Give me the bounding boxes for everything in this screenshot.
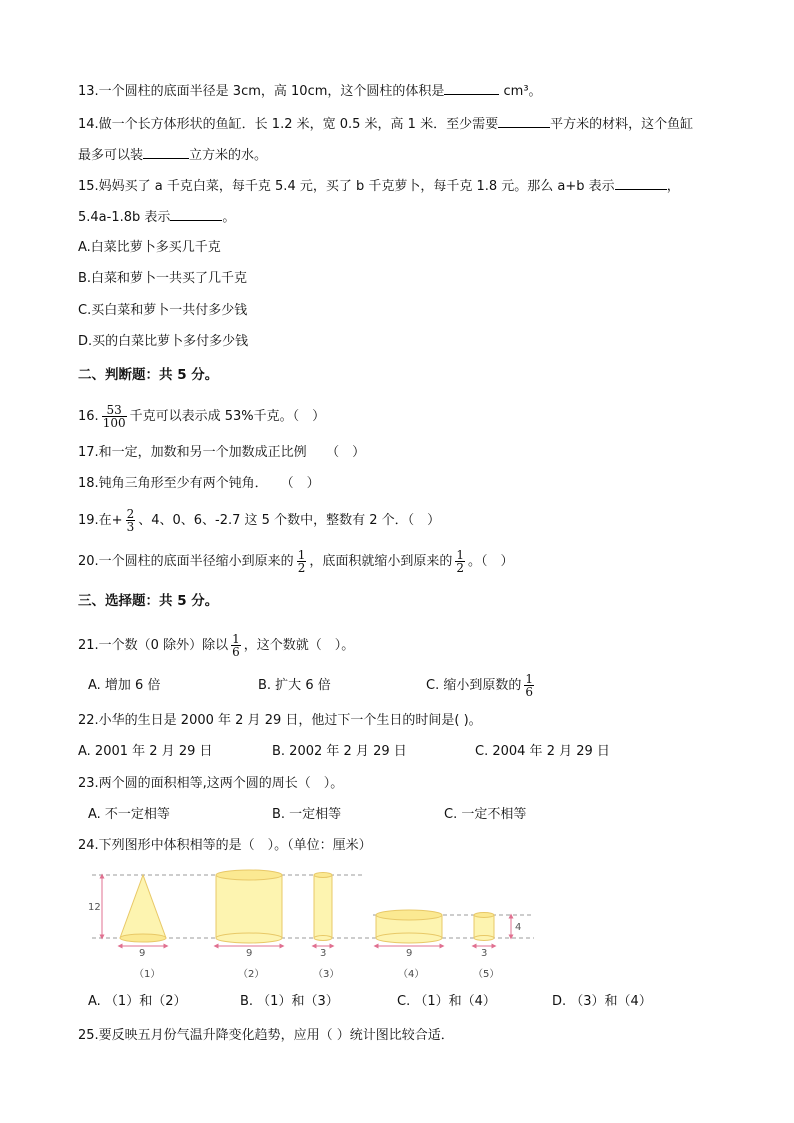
answer-blank[interactable]: [444, 82, 499, 95]
question-19: 19.在+ $\frac{2}{3}$ 、4、0、6、-2.7 这 5 个数中，整数有 2 个．（ ）: [78, 507, 441, 534]
answer-blank[interactable]: [170, 208, 222, 221]
option-a[interactable]: A. （1）和（2）: [88, 994, 187, 1009]
option-a[interactable]: A. 增加 6 倍: [88, 678, 161, 693]
cylinder-base: [314, 936, 332, 941]
cylinder-base: [474, 936, 494, 941]
answer-blank[interactable]: [615, 177, 667, 190]
cylinder-body: [314, 875, 332, 938]
option-c[interactable]: C. 一定不相等: [444, 807, 527, 822]
fraction: $\frac{1}{6}$: [525, 672, 533, 699]
cylinder-top: [216, 870, 282, 880]
question-23: 23.两个圆的面积相等,这两个圆的周长（ ）。: [78, 776, 344, 791]
dimension-label: 9: [246, 948, 253, 959]
option-d[interactable]: D. （3）和（4）: [552, 994, 652, 1009]
option-c[interactable]: C. （1）和（4）: [397, 994, 496, 1009]
question-16: 16. $\frac{53}{100}$ 千克可以表示成 53%千克。（ ）: [78, 403, 326, 430]
fraction: $\frac{1}{2}$: [456, 548, 464, 575]
cone-shape: [120, 875, 166, 938]
fraction: $\frac{1}{6}$: [232, 632, 240, 659]
cylinder-top: [314, 873, 332, 878]
option-c[interactable]: C. 缩小到原数的 $\frac{1}{6}$: [426, 672, 533, 699]
fraction: $\frac{53}{100}$: [102, 403, 126, 430]
dimension-label: 3: [481, 948, 488, 959]
cylinder-body: [216, 875, 282, 938]
question-22: 22.小华的生日是 2000 年 2 月 29 日，他过下一个生日的时间是( )。: [78, 713, 482, 728]
option-c[interactable]: C.买白菜和萝卜一共付多少钱: [78, 303, 248, 318]
question-21: 21.一个数（0 除外）除以 $\frac{1}{6}$ ，这个数就（ ）。: [78, 632, 355, 659]
solids-figure: [88, 862, 538, 987]
section-heading: 三、选择题：共 5 分。: [78, 593, 219, 609]
cone-base: [120, 934, 166, 942]
question-18: 18.钝角三角形至少有两个钝角． （ ）: [78, 476, 320, 491]
option-b[interactable]: B. 2002 年 2 月 29 日: [272, 744, 407, 759]
option-b[interactable]: B. （1）和（3）: [240, 994, 339, 1009]
dimension-label: 3: [320, 948, 327, 959]
option-b[interactable]: B. 扩大 6 倍: [258, 678, 331, 693]
option-a[interactable]: A.白菜比萝卜多买几千克: [78, 240, 221, 255]
question-14-line2: 最多可以装 立方米的水。: [78, 148, 268, 163]
figure-caption: （1）: [134, 969, 161, 980]
option-d[interactable]: D.买的白菜比萝卜多付多少钱: [78, 334, 249, 349]
fraction: $\frac{2}{3}$: [126, 507, 135, 534]
question-20: 20.一个圆柱的底面半径缩小到原来的 $\frac{1}{2}$ ，底面积就缩小到原来的 $\frac{1}{2}$ 。（ ）: [78, 548, 514, 575]
fraction: $\frac{1}{2}$: [297, 548, 306, 575]
option-b[interactable]: B.白菜和萝卜一共买了几千克: [78, 271, 248, 286]
cylinder-base: [376, 933, 442, 943]
cylinder-base: [216, 933, 282, 943]
question-15-line2: 5.4a-1.8b 表示 。: [78, 210, 236, 225]
answer-blank[interactable]: [143, 146, 189, 159]
option-c[interactable]: C. 2004 年 2 月 29 日: [475, 744, 610, 759]
question-24: 24.下列图形中体积相等的是（ ）。（单位：厘米）: [78, 838, 372, 853]
dimension-label: 12: [88, 902, 101, 913]
cylinder-top: [474, 913, 494, 918]
dimension-label: 9: [139, 948, 146, 959]
question-14: 14.做一个长方体形状的鱼缸．长 1.2 米，宽 0.5 米，高 1 米．至少需要 平方米的材料，这个鱼缸: [78, 117, 694, 132]
figure-caption: （2）: [238, 969, 265, 980]
section-heading: 二、判断题：共 5 分。: [78, 367, 219, 383]
cylinder-body: [474, 915, 494, 938]
option-a[interactable]: A. 2001 年 2 月 29 日: [78, 744, 213, 759]
answer-blank[interactable]: [498, 115, 550, 128]
question-13: 13.一个圆柱的底面半径是 3cm，高 10cm，这个圆柱的体积是 cm³。: [78, 84, 542, 99]
option-a[interactable]: A. 不一定相等: [88, 807, 170, 822]
option-b[interactable]: B. 一定相等: [272, 807, 342, 822]
question-15: 15.妈妈买了 a 千克白菜，每千克 5.4 元，买了 b 千克萝卜，每千克 1.8 元。那么 a+b 表示 ，: [78, 179, 680, 194]
cylinder-top: [376, 910, 442, 920]
dimension-label: 4: [515, 922, 522, 933]
question-17: 17.和一定，加数和另一个加数成正比例 （ ）: [78, 445, 366, 460]
figure-caption: （5）: [473, 969, 500, 980]
dimension-label: 9: [406, 948, 413, 959]
figure-caption: （4）: [398, 969, 425, 980]
figure-caption: （3）: [313, 969, 340, 980]
question-25: 25.要反映五月份气温升降变化趋势，应用（ ）统计图比较合适．: [78, 1028, 454, 1043]
